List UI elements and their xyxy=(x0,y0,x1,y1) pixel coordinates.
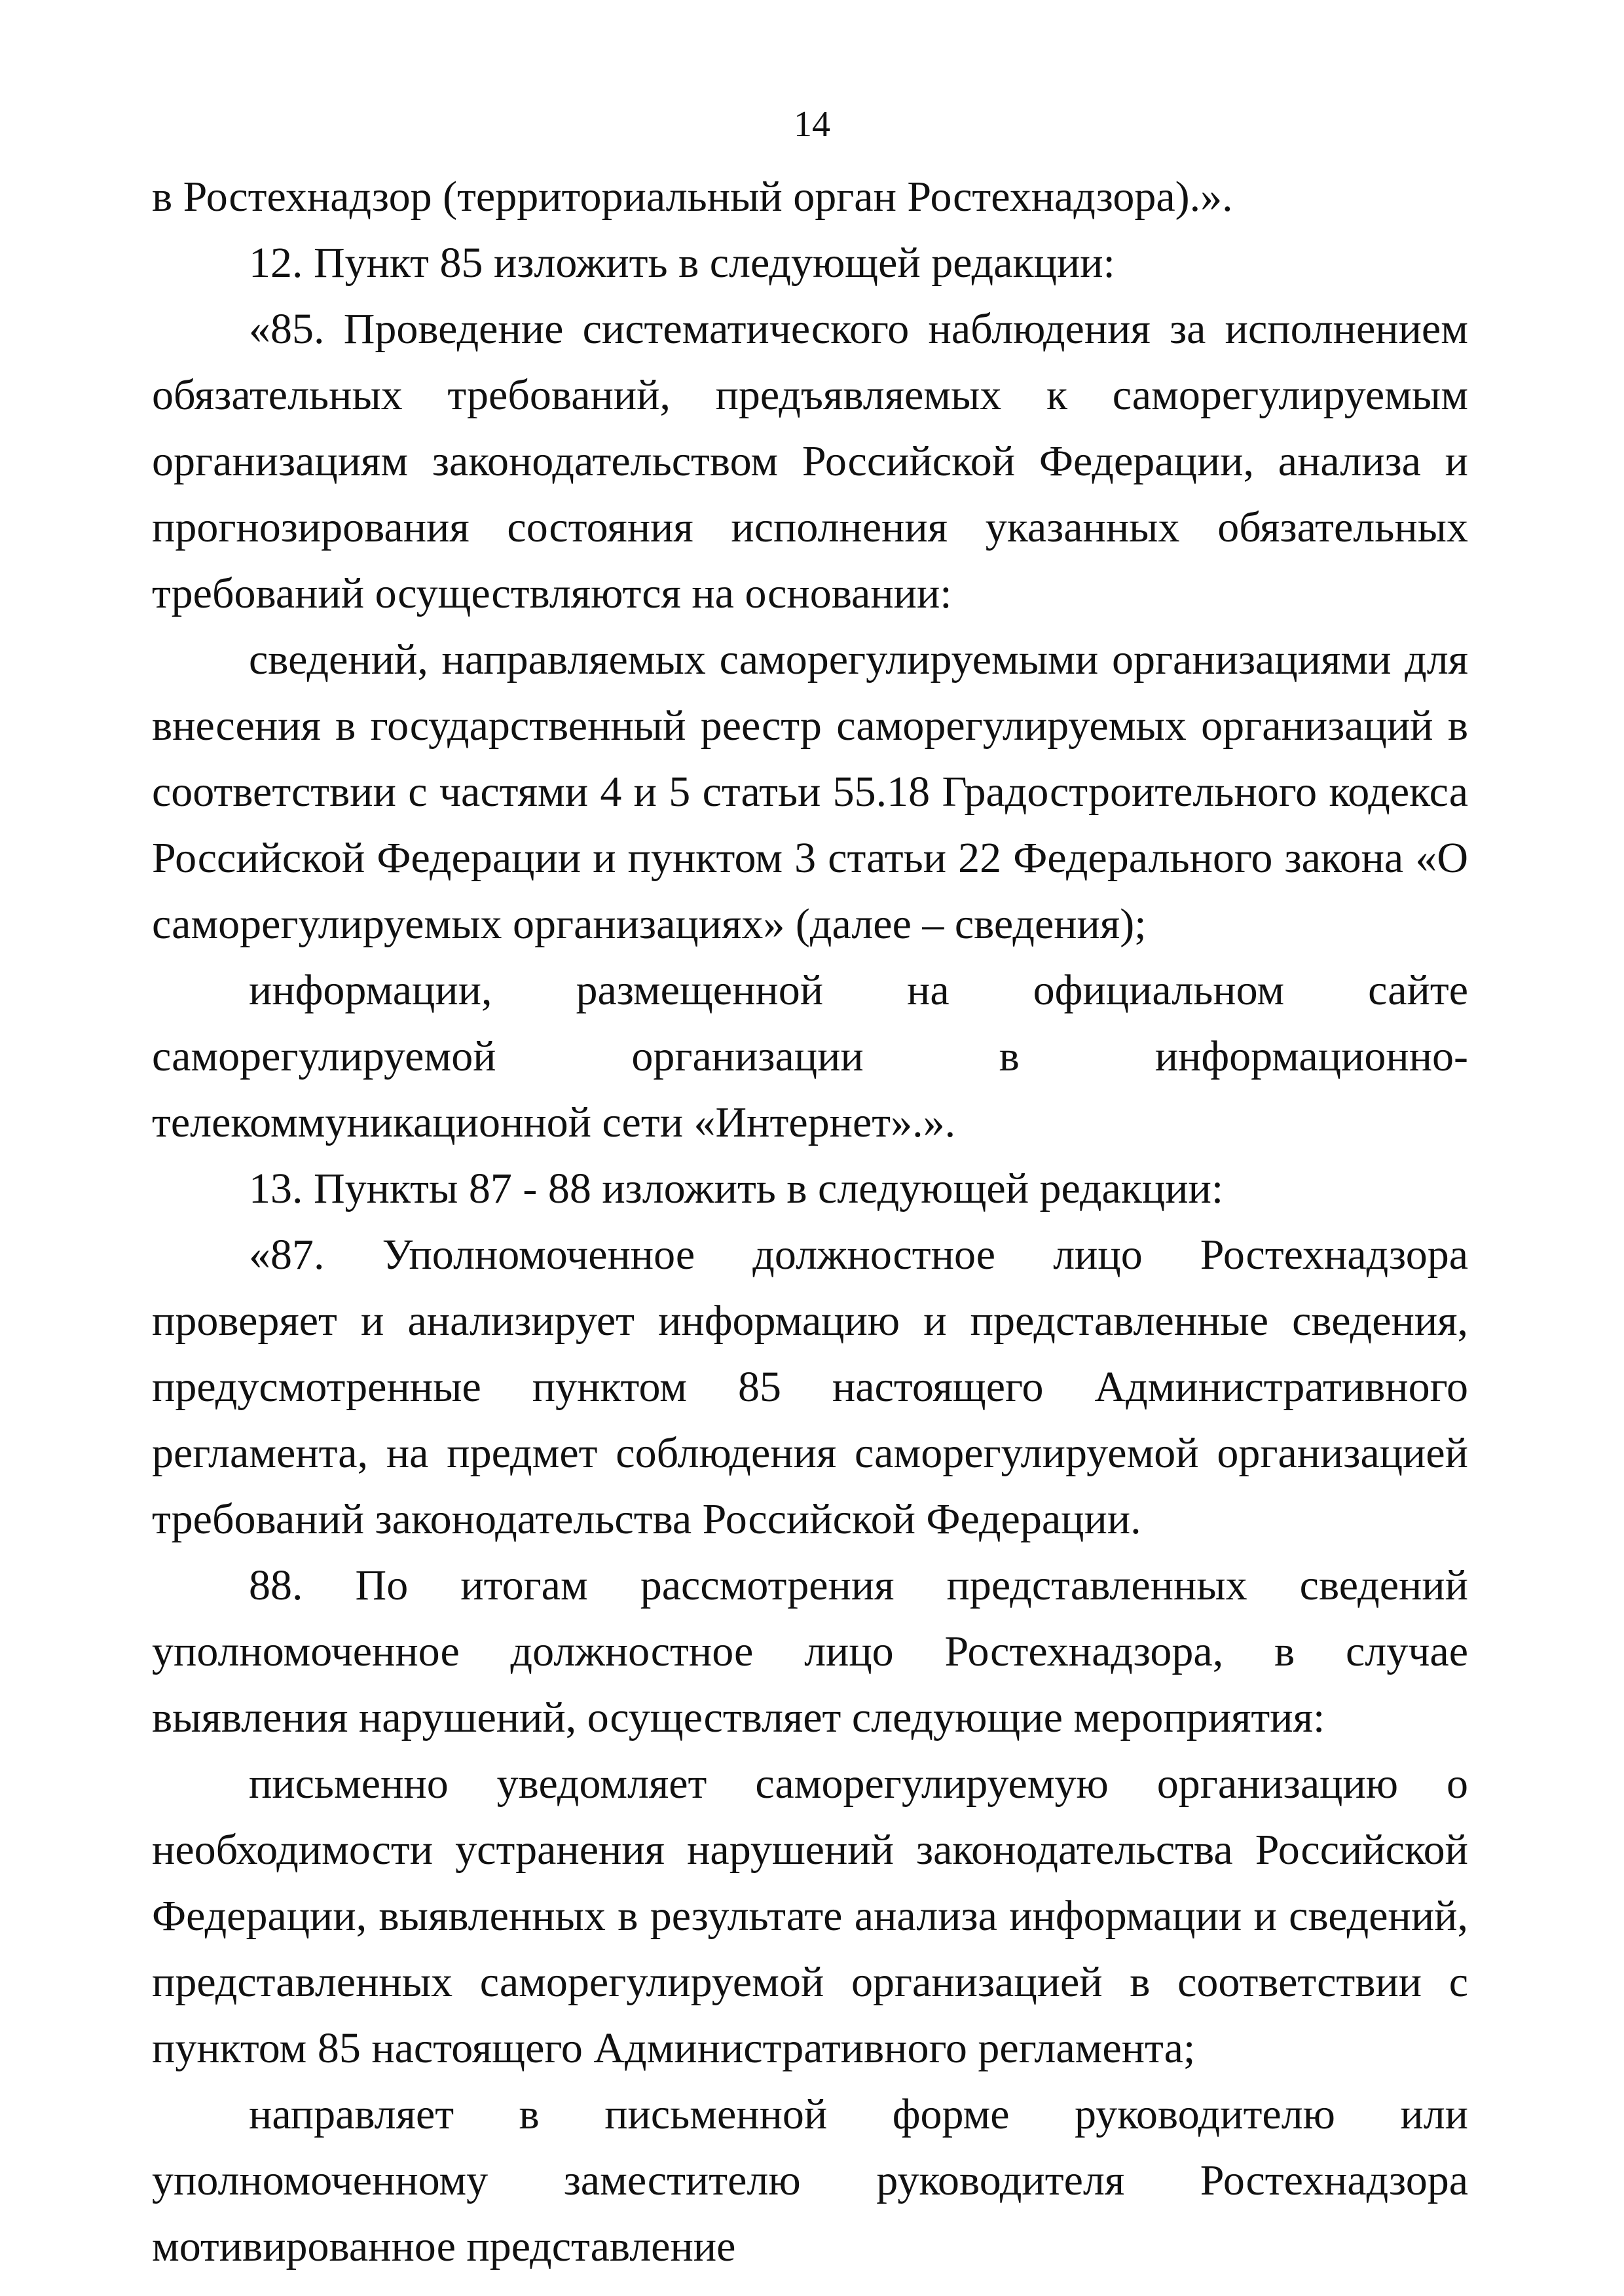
paragraph-point-85-sources-1: сведений, направляемых саморегулируемыми организациями для внесения в государственный реестр саморегулируемых организаций в соответствии с частями 4 и 5 статьи 55.18 Градостроительного кодекса Российской Федерации и пунктом 3 статьи 22 Федерального закона «О саморегулируемых организациях» (далее – сведения); xyxy=(152,636,1468,948)
paragraph-point-88: 88. По итогам рассмотрения представленных сведений уполномоченное должностное лицо Ростехнадзора, в случае выявления нарушений, осуществляет следующие мероприятия: xyxy=(152,1561,1468,1741)
paragraph-continuation: в Ростехнадзор (территориальный орган Ростехнадзора).». xyxy=(152,173,1233,221)
paragraph-point-87: «87. Уполномоченное должностное лицо Ростехнадзора проверяет и анализирует информацию и представленные сведения, предусмотренные пунктом 85 настоящего Административного регламента, на предмет соблюдения саморегулируемой организацией требований законодательства Российской Федерации. xyxy=(152,1231,1468,1543)
paragraph-point-88-measure-1: письменно уведомляет саморегулируемую организацию о необходимости устранения нарушений законодательства Российской Федерации, выявленных в результате анализа информации и сведений, представленных саморегулируемой организацией в соответствии с пунктом 85 настоящего Административного регламента; xyxy=(152,1760,1468,2072)
page-number: 14 xyxy=(794,104,830,145)
paragraph-point-85-sources-2: информации, размещенной на официальном сайте саморегулируемой организации в информационно-телекоммуникационной сети «Интернет».». xyxy=(152,966,1468,1146)
paragraph-point-88-measure-2: направляет в письменной форме руководителю или уполномоченному заместителю руководителя Ростехнадзора мотивированное представление xyxy=(152,2090,1468,2270)
paragraph-point-85: «85. Проведение систематического наблюдения за исполнением обязательных требований, предъявляемых к саморегулируемым организациям законодательством Российской Федерации, анализа и прогнозирования состояния исполнения указанных обязательных требований осуществляются на основании: xyxy=(152,305,1468,617)
document-body xyxy=(152,164,1468,2280)
paragraph-item-12-heading: 12. Пункт 85 изложить в следующей редакции: xyxy=(249,239,1115,287)
paragraph-item-13-heading: 13. Пункты 87 - 88 изложить в следующей редакции: xyxy=(249,1165,1224,1212)
